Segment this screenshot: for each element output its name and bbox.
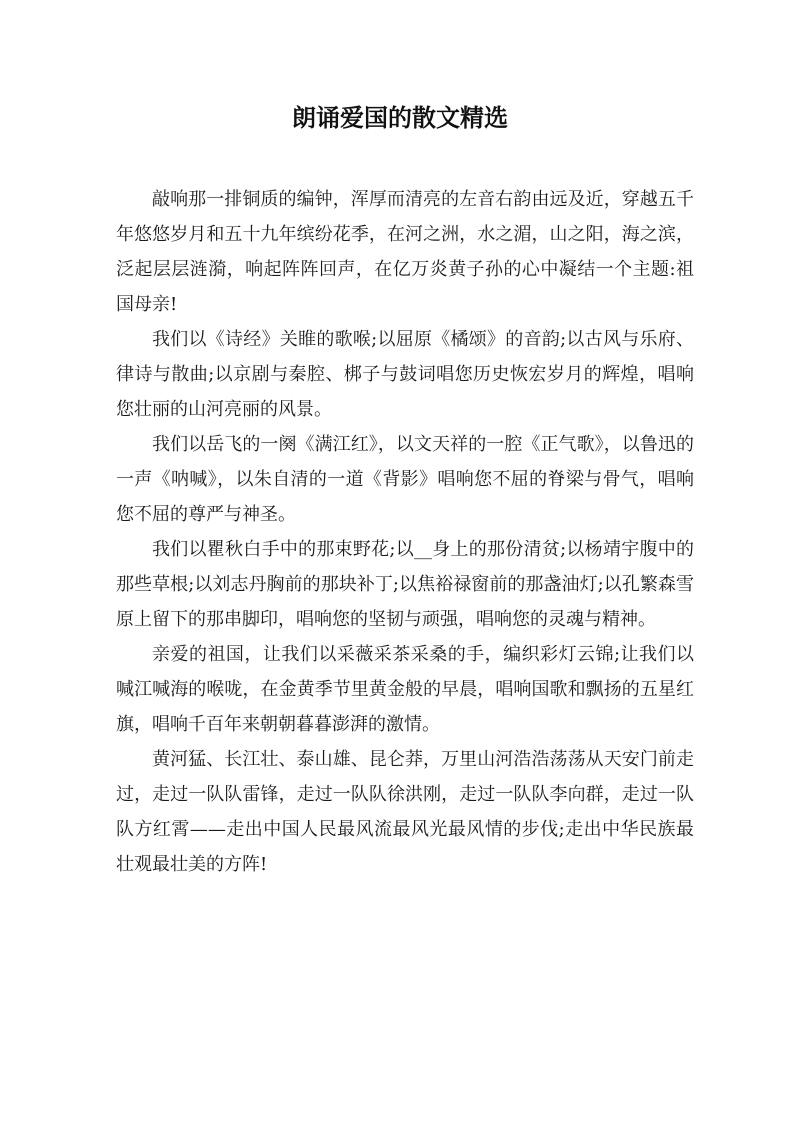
paragraph: 我们以《诗经》关睢的歌喉;以屈原《橘颂》的音韵;以古风与乐府、律诗与散曲;以京剧与秦腔、梆子与鼓词唱您历史恢宏岁月的辉煌，唱响您壮丽的山河亮丽的风景。	[116, 329, 694, 420]
paragraph: 亲爱的祖国，让我们以采薇采茶采桑的手，编织彩灯云锦;让我们以喊江喊海的喉咙，在金黄季节里黄金般的早晨，唱响国歌和飘扬的五星红旗，唱响千百年来朝朝暮暮澎湃的激情。	[116, 644, 694, 735]
document-body	[116, 182, 694, 882]
document-title: 朗诵爱国的散文精选	[292, 104, 508, 132]
paragraph: 我们以瞿秋白手中的那束野花;以__身上的那份清贫;以杨靖宇腹中的那些草根;以刘志丹胸前的那块补丁;以焦裕禄窗前的那盏油灯;以孔繁森雪原上留下的那串脚印，唱响您的坚韧与顽强，唱响您的灵魂与精神。	[116, 539, 694, 630]
paragraph: 敲响那一排铜质的编钟，浑厚而清亮的左音右韵由远及近，穿越五千年悠悠岁月和五十九年缤纷花季，在河之洲，水之湄，山之阳，海之滨，泛起层层涟漪，响起阵阵回声，在亿万炎黄子孙的心中凝结一个主题:祖国母亲!	[116, 189, 694, 315]
paragraph: 我们以岳飞的一阕《满江红》，以文天祥的一腔《正气歌》，以鲁迅的一声《呐喊》，以朱自清的一道《背影》唱响您不屈的脊梁与骨气，唱响您不屈的尊严与神圣。	[116, 434, 694, 525]
paragraph: 黄河猛、长江壮、泰山雄、昆仑莽，万里山河浩浩荡荡从天安门前走过，走过一队队雷锋，走过一队队徐洪刚，走过一队队李向群，走过一队队方红霄——走出中国人民最风流最风光最风情的步伐;走出中华民族最壮观最壮美的方阵!	[116, 749, 694, 875]
